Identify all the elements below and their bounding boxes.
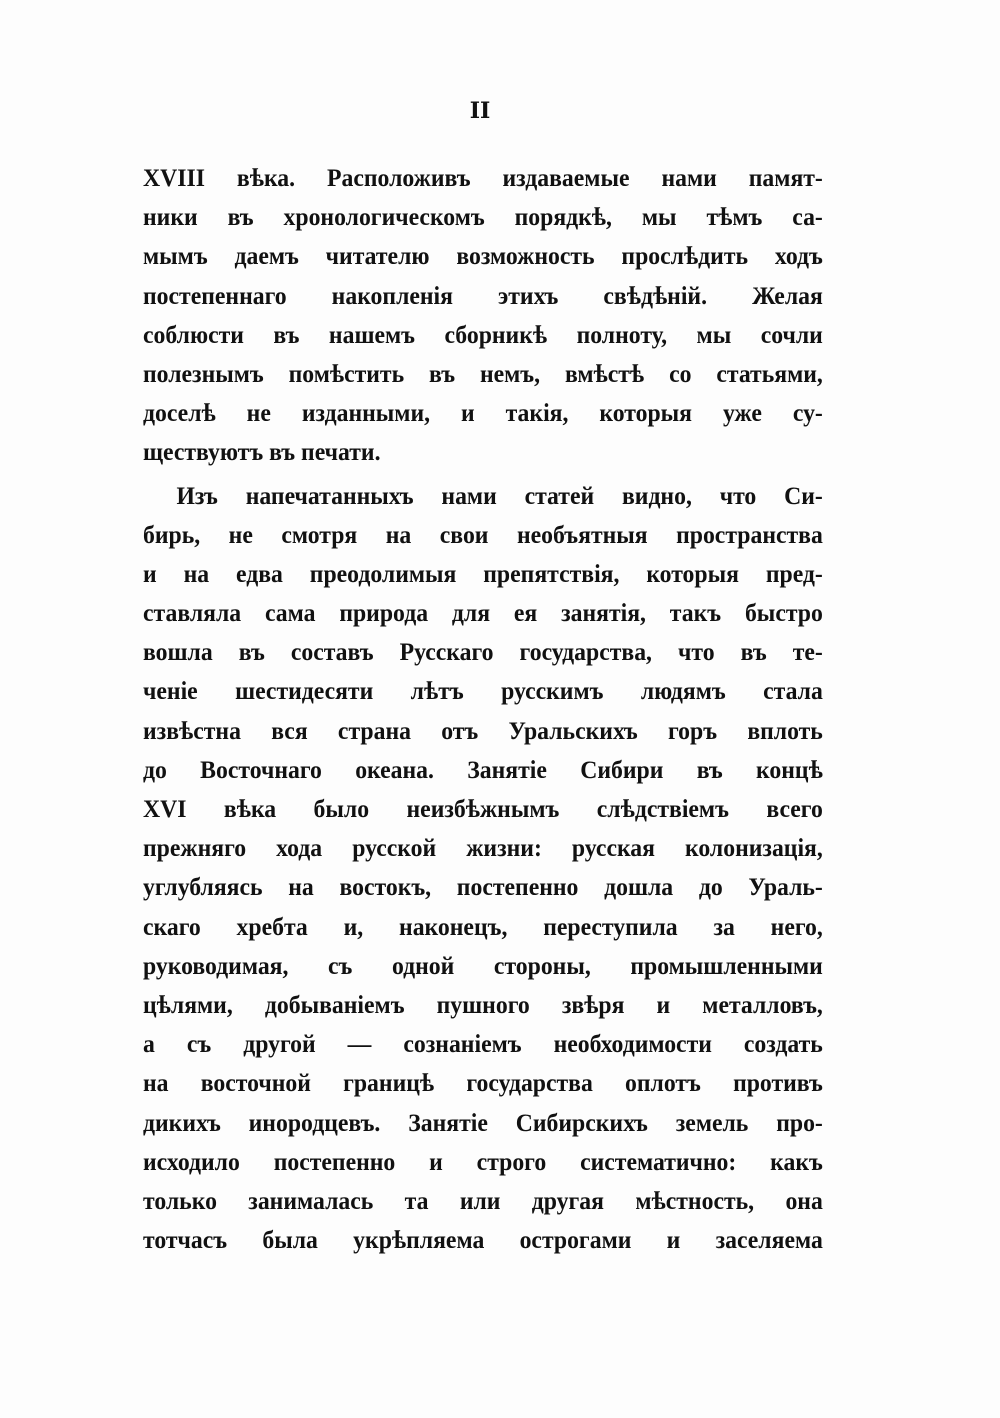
text-line: полезнымъ помѣстить въ немъ, вмѣстѣ со статьями,	[143, 358, 823, 388]
text-line: ченіе шестидесяти лѣтъ русскимъ людямъ стала	[143, 676, 823, 706]
text-line: ставляла сама природа для ея занятія, такъ быстро	[143, 598, 823, 628]
text-line: исходило постепенно и строго систематично: какъ	[143, 1146, 823, 1176]
text-line: вошла въ составъ Русскаго государства, что въ те-	[143, 637, 823, 667]
text-line: углубляясь на востокъ, постепенно дошла до Ураль-	[143, 872, 823, 902]
text-line: до Восточнаго океана. Занятіе Сибири въ концѣ	[143, 754, 823, 784]
text-line: мымъ даемъ читателю возможность прослѣдить ходъ	[143, 241, 823, 271]
text-line: а съ другой — сознаніемъ необходимости создать	[143, 1029, 823, 1059]
text-line: XVIII вѣка. Расположивъ издаваемые нами памят-	[143, 163, 823, 192]
body-text	[143, 158, 823, 1259]
paragraph-1	[143, 158, 823, 472]
text-line: ществуютъ въ печати.	[143, 437, 381, 467]
text-line: дикихъ инородцевъ. Занятіе Сибирскихъ земель про-	[143, 1107, 823, 1137]
text-line: постепеннаго накопленія этихъ свѣдѣній. Желая	[143, 280, 823, 310]
text-line: извѣстна вся страна отъ Уральскихъ горъ вплоть	[143, 715, 823, 745]
text-line: на восточной границѣ государства оплотъ противъ	[143, 1068, 823, 1098]
text-line: доселѣ не изданными, и такія, которыя уже су-	[143, 398, 823, 428]
text-line: бирь, не смотря на свои необъятныя пространства	[143, 519, 823, 549]
text-line: соблюсти въ нашемъ сборникѣ полноту, мы сочли	[143, 319, 823, 349]
text-line: руководимая, съ одной стороны, промышленными	[143, 950, 823, 980]
text-line: прежняго хода русской жизни: русская колонизація,	[143, 833, 823, 863]
text-line: ники въ хронологическомъ порядкѣ, мы тѣмъ са-	[143, 202, 823, 232]
text-line: цѣлями, добываніемъ пушного звѣря и металловъ,	[143, 989, 823, 1019]
text-line: только занималась та или другая мѣстность, она	[143, 1185, 823, 1215]
paragraph-2	[143, 476, 823, 1260]
text-line: XVI вѣка было неизбѣжнымъ слѣдствіемъ всего	[143, 794, 823, 823]
text-line: тотчасъ была укрѣпляема острогами и заселяема	[143, 1225, 823, 1255]
text-line: и на едва преодолимыя препятствія, которыя пред-	[143, 558, 823, 588]
text-line: Изъ напечатанныхъ нами статей видно, что Си-	[176, 480, 823, 510]
page-number: II	[469, 98, 491, 124]
text-line: скаго хребта и, наконецъ, переступила за него,	[143, 911, 823, 941]
